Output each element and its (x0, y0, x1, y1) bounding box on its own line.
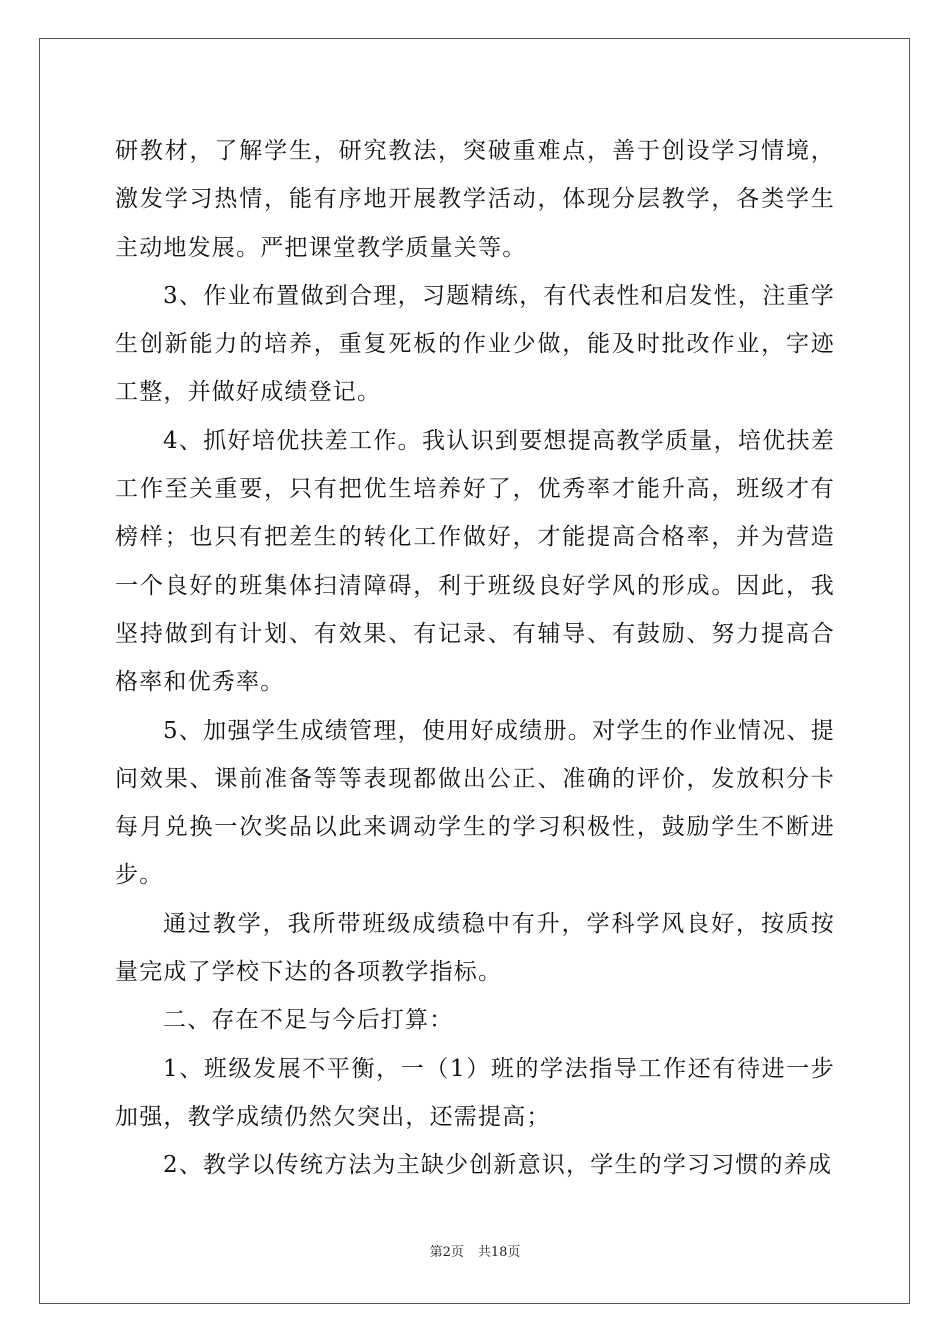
paragraph-3: 4、抓好培优扶差工作。我认识到要想提高教学质量，培优扶差工作至关重要，只有把优生培养好了，优秀率才能升高，班级才有榜样；也只有把差生的转化工作做好，才能提高合格率，并为营造一个良好的班集体扫清障碍，利于班级良好学风的形成。因此，我坚持做到有计划、有效果、有记录、有辅导、有鼓励、努力提高合格率和优秀率。 (115, 427, 835, 696)
paragraph-6: 1、班级发展不平衡，一（1）班的学法指导工作还有待进一步加强，教学成绩仍然欠突出，还需提高； (115, 1055, 835, 1130)
paragraph-1: 研教材，了解学生，研究教法，突破重难点，善于创设学习情境，激发学习热情，能有序地开展教学活动，体现分层教学，各类学生主动地发展。严把课堂教学质量关等。 (115, 138, 835, 261)
page-footer (0, 1244, 950, 1262)
paragraph-5: 通过教学，我所带班级成绩稳中有升，学科学风良好，按质按量完成了学校下达的各项教学指标。 (115, 910, 835, 986)
paragraph-2: 3、作业布置做到合理，习题精练，有代表性和启发性，注重学生创新能力的培养，重复死板的作业少做，能及时批改作业，字迹工整，并做好成绩登记。 (115, 282, 835, 406)
paragraph-4: 5、加强学生成绩管理，使用好成绩册。对学生的作业情况、提问效果、课前准备等等表现都做出公正、准确的评价，发放积分卡每月兑换一次奖品以此来调动学生的学习积极性，鼓励学生不断进步。 (115, 717, 835, 889)
section-heading: 二、存在不足与今后打算： (163, 1007, 454, 1034)
paragraph-7: 2、教学以传统方法为主缺少创新意识，学生的学习习惯的养成 (163, 1152, 833, 1179)
document-body (115, 127, 835, 1190)
page-total: 共18页 (477, 1245, 521, 1260)
page-number: 第2页 (429, 1245, 464, 1260)
